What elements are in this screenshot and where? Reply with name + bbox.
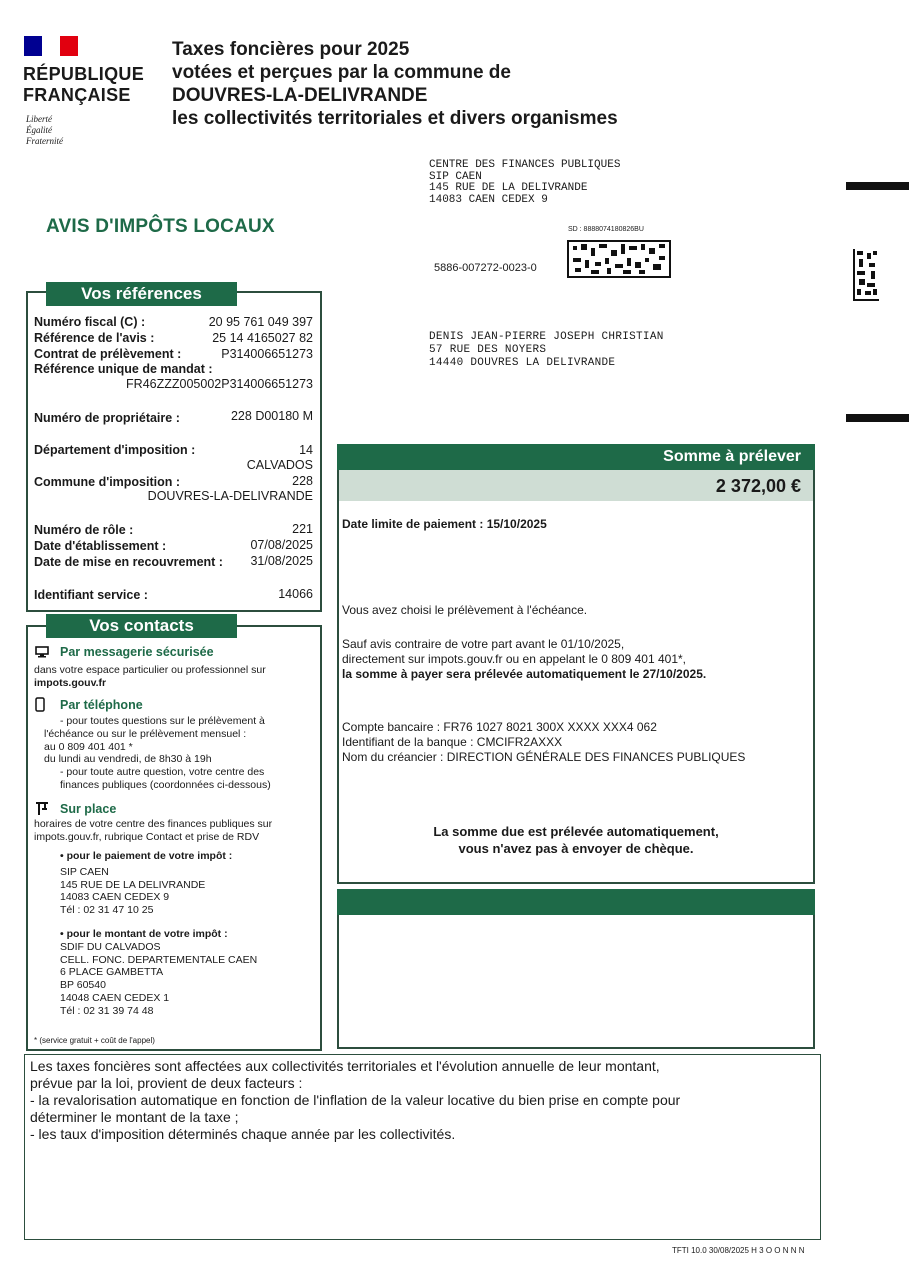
recipient-address: DENIS JEAN-PIERRE JOSEPH CHRISTIAN 57 RUE DES NOYERS 14440 DOUVRES LA DELIVRANDE	[429, 331, 664, 369]
role: 221	[292, 522, 313, 536]
sd-code: SD : 8888074180826BU	[568, 226, 644, 233]
service-label: Identifiant service :	[34, 588, 148, 602]
msg-title: Par messagerie sécurisée	[60, 645, 214, 659]
paiement-address: • pour le paiement de votre impôt : SIP CAEN 145 RUE DE LA DELIVRANDE 14083 CAEN CEDEX 9 Tél : 02 31 47 10 25	[60, 850, 233, 917]
numero-fiscal-label: Numéro fiscal (C) :	[34, 315, 146, 329]
service: 14066	[278, 587, 313, 601]
tel-title: Par téléphone	[60, 698, 143, 712]
commune-label: Commune d'imposition :	[34, 475, 181, 489]
amount: 2 372,00 €	[715, 476, 801, 496]
contrat-label: Contrat de prélèvement :	[34, 347, 182, 361]
reference-code: 5886-007272-0023-0	[434, 262, 537, 274]
references-heading: Vos références	[46, 282, 237, 306]
etablissement: 07/08/2025	[250, 538, 313, 552]
recouvrement: 31/08/2025	[250, 554, 313, 568]
tel-text: - pour toutes questions sur le prélèvement à l'échéance ou sur le prélèvement mensuel : au 0 809 401 401 * du lundi au vendredi, de 8h30 à 19h - pour toute autre question, votre centre des finances publiques (coordonnées ci-dessous)	[44, 715, 271, 791]
republique-francaise: RÉPUBLIQUE FRANÇAISE	[23, 64, 145, 105]
side-barcode-icon	[853, 249, 879, 301]
place-title: Sur place	[60, 802, 117, 816]
choix: Vous avez choisi le prélèvement à l'échéance.	[342, 603, 588, 617]
scan-mark-top	[846, 182, 909, 190]
etablissement-label: Date d'établissement :	[34, 539, 167, 553]
msg-link[interactable]: impots.gouv.fr	[34, 676, 107, 689]
auto-notice: La somme due est prélevée automatiquement, vous n'avez pas à envoyer de chèque.	[433, 824, 719, 856]
proprietaire-label: Numéro de propriétaire :	[34, 411, 180, 425]
ref-avis-label: Référence de l'avis :	[34, 331, 155, 345]
departement-num: 14	[299, 443, 313, 457]
mandat: FR46ZZZ005002P314006651273	[126, 377, 313, 391]
marianne-logo	[24, 36, 78, 56]
phone-icon	[35, 697, 45, 712]
avis-title: AVIS D'IMPÔTS LOCAUX	[46, 216, 275, 237]
contacts-heading: Vos contacts	[46, 614, 237, 638]
role-label: Numéro de rôle :	[34, 523, 134, 537]
recouvrement-label: Date de mise en recouvrement :	[34, 555, 223, 569]
proprietaire: 228 D00180 M	[230, 409, 313, 423]
contrat: P314006651273	[221, 347, 313, 361]
montant-address: • pour le montant de votre impôt : SDIF DU CALVADOS CELL. FONC. DEPARTEMENTALE CAEN 6 PLACE GAMBETTA BP 60540 14048 CAEN CEDEX 1 Tél : 02 31 39 74 48	[60, 928, 258, 1017]
msg-text: dans votre espace particulier ou professionnel sur impots.gouv.fr	[34, 664, 266, 689]
place-text: horaires de votre centre des finances publiques sur impots.gouv.fr, rubrique Contact et prise de RDV	[34, 818, 273, 843]
commune-num: 228	[292, 474, 313, 488]
datamatrix-icon	[567, 240, 671, 278]
sauf-block: Sauf avis contraire de votre part avant le 01/10/2025, directement sur impots.gouv.fr ou en appelant le 0 809 401 401*, la somme à payer sera prélevée automatiquement le 27/10/2025.	[342, 637, 707, 681]
computer-icon	[35, 646, 49, 658]
footer-text: Les taxes foncières sont affectées aux collectivités territoriales et l'évolution annuelle de leur montant, prévue par la loi, provient de deux facteurs : - la revalorisation automatique en fonction de l'inflation de la valeur locative du bien prise en compte pour déterminer le montant de la taxe ; - les taux d'imposition déterminés chaque année par les collectivités.	[30, 1058, 681, 1142]
contacts-footnote: * (service gratuit + coût de l'appel)	[34, 1036, 155, 1045]
commune-name: DOUVRES-LA-DELIVRANDE	[147, 489, 313, 503]
bank-block: Compte bancaire : FR76 1027 8021 300X XXXX XXX4 062 Identifiant de la banque : CMCIFR2AXXX Nom du créancier : DIRECTION GÉNÉRALE DES FINANCES PUBLIQUES	[342, 720, 746, 764]
date-limite: Date limite de paiement : 15/10/2025	[342, 517, 547, 531]
document-title: Taxes foncières pour 2025 votées et perçues par la commune de DOUVRES-LA-DELIVRANDE les collectivités territoriales et divers organismes	[172, 39, 618, 129]
tfti-code: TFTI 10.0 30/08/2025 H 3 O O N N N	[672, 1246, 805, 1255]
mandat-label: Référence unique de mandat :	[34, 362, 213, 376]
centre-finances-address: CENTRE DES FINANCES PUBLIQUES SIP CAEN 145 RUE DE LA DELIVRANDE 14083 CAEN CEDEX 9	[429, 159, 621, 206]
devise: Liberté Égalité Fraternité	[26, 114, 63, 146]
building-icon	[35, 801, 49, 816]
departement-label: Département d'imposition :	[34, 443, 196, 457]
numero-fiscal: 20 95 761 049 397	[208, 315, 313, 329]
secondary-heading-bar	[337, 889, 815, 915]
scan-mark-mid	[846, 414, 909, 422]
ref-avis: 25 14 4165027 82	[212, 331, 313, 345]
payment-heading: Somme à prélever	[663, 448, 801, 465]
departement-name: CALVADOS	[246, 458, 313, 472]
